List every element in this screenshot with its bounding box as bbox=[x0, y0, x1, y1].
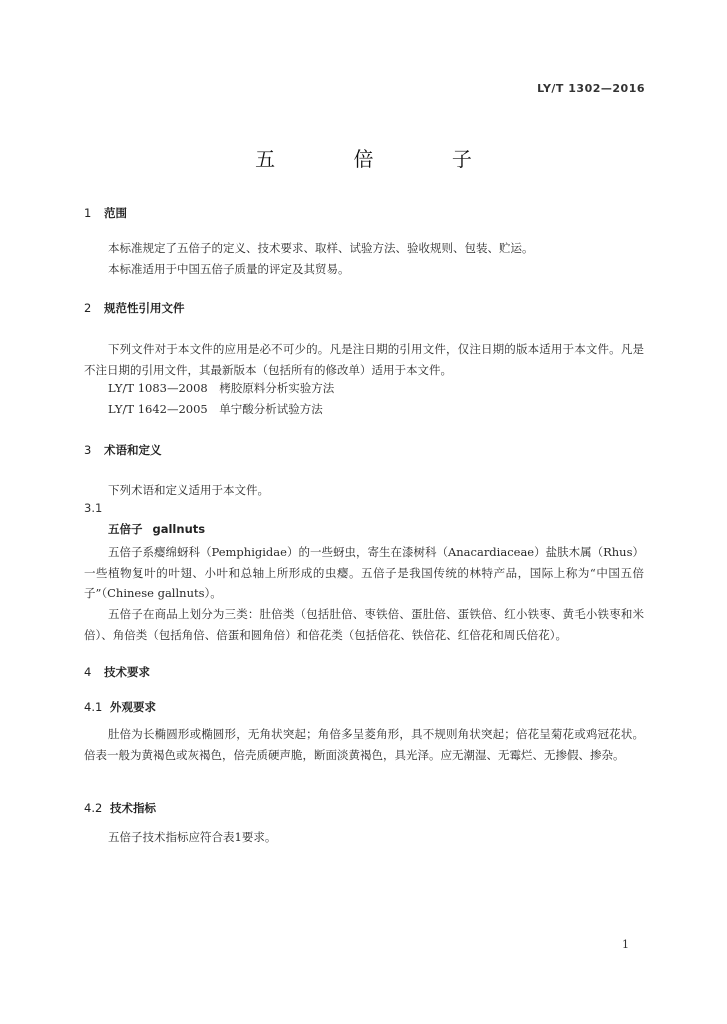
term-definition-2: 五倍子在商品上划分为三类：肚倍类（包括肚倍、枣铁倍、蛋肚倍、蛋铁倍、红小铁枣、黄毛小铁枣和米倍）、角倍类（包括角倍、倍蛋和圆角倍）和倍花类（包括倍花、铁倍花、红倍花和周氏倍花）。 bbox=[84, 607, 644, 642]
standard-code: LY/T 1302—2016 bbox=[537, 82, 645, 95]
section-number: 2 bbox=[84, 301, 92, 315]
subsection-4-2-heading bbox=[84, 800, 156, 816]
section-3-paragraph-1: 下列术语和定义适用于本文件。 bbox=[108, 483, 269, 497]
section-3-heading bbox=[84, 442, 162, 458]
section-1-paragraph-1: 本标准规定了五倍子的定义、技术要求、取样、试验方法、验收规则、包装、贮运。 bbox=[108, 241, 534, 255]
section-2-paragraph-1: 下列文件对于本文件的应用是必不可少的。凡是注日期的引用文件，仅注日期的版本适用于本文件。凡是不注日期的引用文件，其最新版本（包括所有的修改单）适用于本文件。 bbox=[84, 342, 644, 377]
term-chinese: 五倍子 bbox=[108, 522, 143, 536]
normative-reference-1: LY/T 1083—2008 栲胶原料分析实验方法 bbox=[108, 381, 335, 395]
normative-reference-2: LY/T 1642—2005 单宁酸分析试验方法 bbox=[108, 402, 323, 416]
subsection-number: 4.2 bbox=[84, 801, 103, 815]
term-definition-1: 五倍子系瘿绵蚜科（Pemphigidae）的一些蚜虫，寄生在漆树科（Anacardiaceae）盐肤木属（Rhus）一些植物复叶的叶翅、小叶和总轴上所形成的虫瘿。五倍子是我国传统的林特产品，国际上称为“中国五倍子”（Chinese gallnuts）。 bbox=[84, 545, 644, 600]
subsection-4-1-paragraph: 肚倍为长椭圆形或椭圆形，无角状突起；角倍多呈菱角形，具不规则角状突起；倍花呈菊花或鸡冠花状。倍表一般为黄褐色或灰褐色，倍壳质硬声脆，断面淡黄褐色，具光泽。应无潮湿、无霉烂、无掺假、掺杂。 bbox=[84, 727, 644, 762]
section-1-heading bbox=[84, 205, 127, 221]
clause-number: 3.1 bbox=[84, 501, 103, 515]
section-4-heading bbox=[84, 664, 150, 680]
section-number: 1 bbox=[84, 206, 92, 220]
section-number: 3 bbox=[84, 443, 92, 457]
subsection-4-2-paragraph: 五倍子技术指标应符合表1要求。 bbox=[108, 830, 277, 844]
subsection-title: 外观要求 bbox=[110, 700, 156, 714]
section-title: 范围 bbox=[104, 206, 127, 220]
section-title: 规范性引用文件 bbox=[104, 301, 185, 315]
section-number: 4 bbox=[84, 665, 92, 679]
term-heading bbox=[108, 521, 205, 537]
section-2-heading bbox=[84, 300, 185, 316]
subsection-title: 技术指标 bbox=[110, 801, 156, 815]
term-english: gallnuts bbox=[152, 522, 206, 536]
document-title: 五 倍 子 bbox=[255, 147, 508, 171]
section-1-paragraph-2: 本标准适用于中国五倍子质量的评定及其贸易。 bbox=[108, 262, 350, 276]
page-number: 1 bbox=[622, 938, 629, 951]
subsection-4-1-heading bbox=[84, 699, 156, 715]
section-title: 技术要求 bbox=[104, 665, 150, 679]
section-title: 术语和定义 bbox=[104, 443, 162, 457]
subsection-number: 4.1 bbox=[84, 700, 103, 714]
